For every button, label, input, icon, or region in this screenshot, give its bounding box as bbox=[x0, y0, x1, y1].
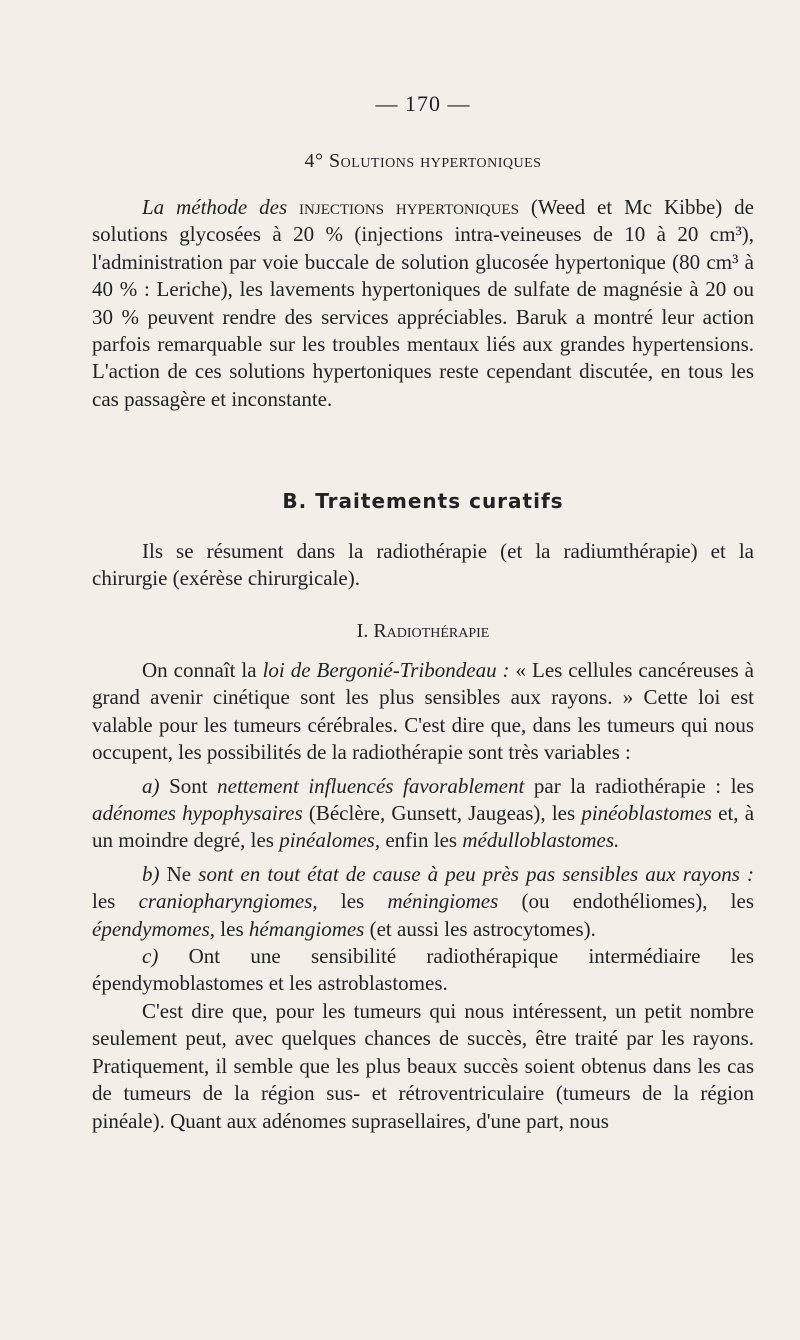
heading-radiotherapy bbox=[92, 618, 754, 645]
lead-smallcaps: injections hypertoniques bbox=[299, 195, 519, 219]
text-run: Ne bbox=[166, 861, 192, 886]
paragraph-conclusion: C'est dire que, pour les tumeurs qui nous intéressent, un petit nombre seulement peut, avec quelques chances de succès, être traité par les rayons. Pratiquement, il semble que les plus beaux succès soient obtenus dans les cas de tumeurs de la région sus- et rétroventriculaire (tumeurs de la région pinéale). Quant aux adénomes suprasellaires, d'une part, nous bbox=[92, 998, 754, 1133]
paragraph-summary bbox=[92, 538, 754, 593]
heading-curative-treatments: B. Traitements curatifs bbox=[282, 489, 564, 513]
italic-run: sont en tout état de cause à peu près pas sensibles aux rayons : bbox=[198, 861, 755, 886]
text-run: et, à un moindre degré, les bbox=[92, 801, 755, 853]
italic-run: craniopharyngiomes, bbox=[138, 889, 318, 914]
item-label: c) bbox=[142, 944, 159, 969]
section-number: 4° bbox=[304, 150, 324, 172]
paragraph-text: Ils se résument dans la radiothérapie (et la radiumthérapie) et la chirurgie (exérèse chirurgicale). bbox=[92, 539, 754, 591]
text-run: les bbox=[92, 889, 116, 914]
text-run: Ont une sensibilité radiothérapique intermédiaire les épendymoblastomes et les astroblastomes. bbox=[92, 944, 754, 996]
page-number: — 170 — bbox=[375, 91, 471, 116]
text-run: les bbox=[220, 916, 244, 941]
italic-run: pinéalomes, bbox=[279, 828, 381, 853]
item-c bbox=[92, 943, 754, 998]
paragraph-text: (Weed et Mc Kibbe) de solutions glycosées à 20 % (injections intra-veineuses de 10 à 20 cm³), l'administration par voie buccale de solution glucosée hypertonique (80 cm³ à 40 % : Leriche), les lavements hypertoniques de sulfate de magnésie à 20 ou 30 % peuvent rendre des services appréciables. Baruk a montré leur action parfois remarquable sur les troubles mentaux liés aux grandes hypertensions. L'action de ces solutions hypertoniques reste cependant discutée, en tous les cas passagère et inconstante. bbox=[92, 195, 755, 411]
paragraph-law bbox=[92, 657, 754, 767]
item-label: a) bbox=[142, 773, 160, 798]
section-title: Solutions hypertoniques bbox=[329, 150, 542, 172]
italic-run: loi de Bergonié-Tribondeau : bbox=[262, 658, 510, 682]
item-a bbox=[92, 773, 754, 855]
italic-run: pinéoblastomes bbox=[581, 801, 712, 826]
paragraph-hypertonic bbox=[92, 194, 754, 413]
text-run: (et aussi les astrocytomes). bbox=[369, 916, 596, 941]
text-run: « Les cellules cancéreuses à grand avenir cinétique sont les plus sensibles aux rayons. » Cette loi est valable pour les tumeurs cérébrales. C'est dire que, dans les tumeurs qui nous occupent, les possibilités de la radiothérapie sont très variables : bbox=[92, 658, 754, 765]
item-label: b) bbox=[142, 861, 160, 886]
italic-run: hémangiomes bbox=[248, 916, 365, 941]
section-heading-4 bbox=[92, 148, 754, 175]
text-run: (Béclère, Gunsett, Jaugeas), les bbox=[308, 801, 576, 826]
italic-run: adénomes hypophysaires bbox=[92, 801, 303, 826]
text-run: par la radiothérapie : les bbox=[533, 773, 755, 798]
italic-run: épendymomes, bbox=[92, 916, 216, 941]
text-run: On connaît la bbox=[142, 658, 257, 682]
italic-run: méningiomes bbox=[387, 889, 499, 914]
lead-italic: La méthode des bbox=[142, 195, 288, 219]
italic-run: médulloblastomes. bbox=[462, 828, 620, 853]
heading-number: I. bbox=[356, 620, 369, 642]
italic-run: nettement influencés favorablement bbox=[217, 773, 525, 798]
item-b bbox=[92, 861, 754, 943]
radiotherapy-body bbox=[92, 657, 754, 1135]
text-run: (ou endothéliomes), les bbox=[521, 889, 755, 914]
text-run: Sont bbox=[169, 773, 208, 798]
heading-title: Radiothérapie bbox=[373, 620, 490, 642]
text-run: les bbox=[340, 889, 365, 914]
text-run: enfin les bbox=[385, 828, 458, 853]
